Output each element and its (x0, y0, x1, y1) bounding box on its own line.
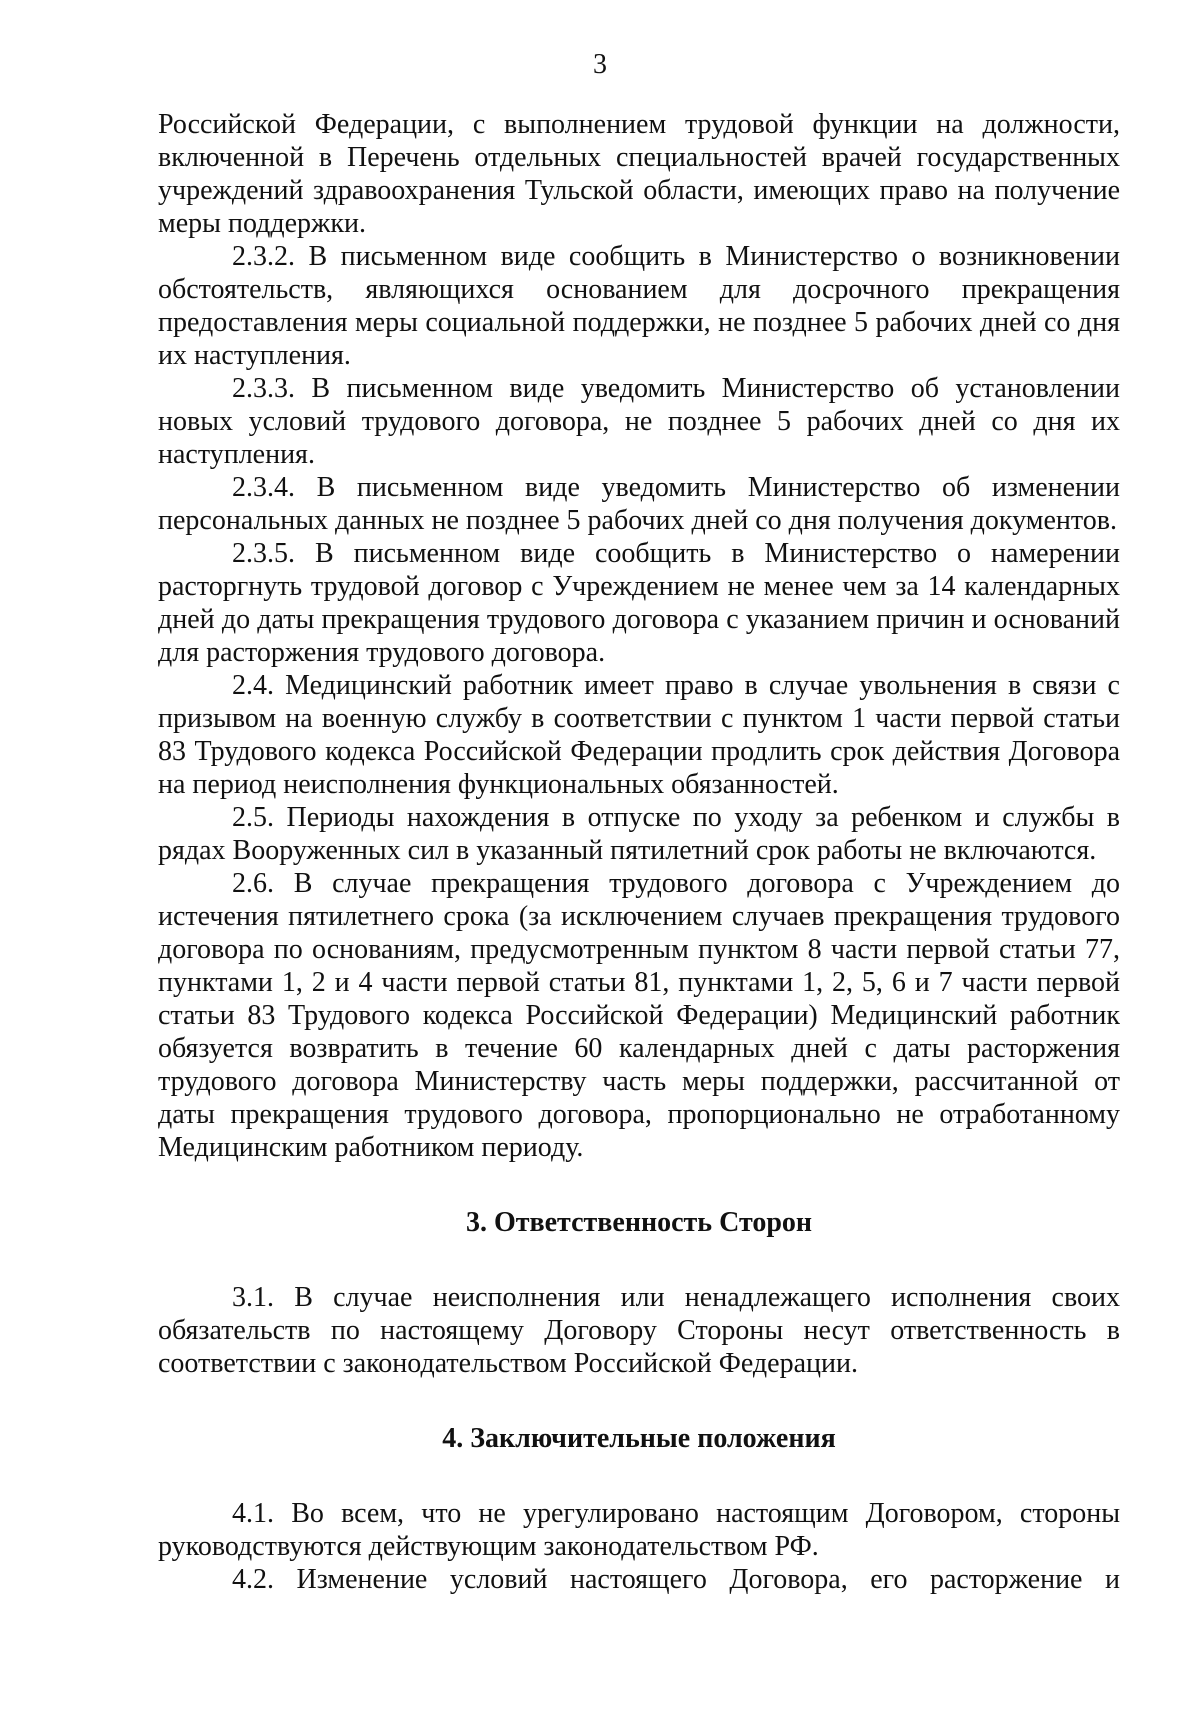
paragraph-continuation: Российской Федерации, с выполнением трудовой функции на должности, включенной в Перечень отдельных специальностей врачей государственных учреждений здравоохранения Тульской области, имеющих право на получение меры поддержки. (158, 109, 1120, 239)
paragraph-2-3-4: 2.3.4. В письменном виде уведомить Министерство об изменении персональных данных не позднее 5 рабочих дней со дня получения документов. (158, 472, 1120, 536)
paragraph-2-5: 2.5. Периоды нахождения в отпуске по уходу за ребенком и службы в рядах Вооруженных сил в указанный пятилетний срок работы не включаются. (158, 802, 1120, 866)
paragraph-2-3-3: 2.3.3. В письменном виде уведомить Министерство об установлении новых условий трудового договора, не позднее 5 рабочих дней со дня их наступления. (158, 373, 1120, 470)
paragraph-2-3-5: 2.3.5. В письменном виде сообщить в Министерство о намерении расторгнуть трудовой договор с Учреждением не менее чем за 14 календарных дней до даты прекращения трудового договора с указанием причин и оснований для расторжения трудового договора. (158, 538, 1120, 668)
paragraph-2-6: 2.6. В случае прекращения трудового договора с Учреждением до истечения пятилетнего срока (за исключением случаев прекращения трудового договора по основаниям, предусмотренным пунктом 8 части первой статьи 77, пунктами 1, 2 и 4 части первой статьи 81, пунктами 1, 2, 5, 6 и 7 части первой статьи 83 Трудового кодекса Российской Федерации) Медицинский работник обязуется возвратить в течение 60 календарных дней с даты расторжения трудового договора Министерству часть меры поддержки, рассчитанной от даты прекращения трудового договора, пропорционально не отработанному Медицинским работником периоду. (158, 868, 1120, 1163)
page-number: 3 (593, 49, 607, 80)
paragraph-2-4: 2.4. Медицинский работник имеет право в случае увольнения в связи с призывом на военную службу в соответствии с пунктом 1 части первой статьи 83 Трудового кодекса Российской Федерации продлить срок действия Договора на период неисполнения функциональных обязанностей. (158, 670, 1120, 800)
paragraph-3-1: 3.1. В случае неисполнения или ненадлежащего исполнения своих обязательств по настоящему Договору Стороны несут ответственность в соответствии с законодательством Российской Федерации. (158, 1282, 1120, 1379)
paragraph-4-1: 4.1. Во всем, что не урегулировано настоящим Договором, стороны руководствуются действующим законодательством РФ. (158, 1498, 1120, 1562)
section-3-heading: 3. Ответственность Сторон (465, 1207, 813, 1238)
paragraph-4-2: 4.2. Изменение условий настоящего Договора, его расторжение и (232, 1564, 1120, 1595)
section-4-heading: 4. Заключительные положения (442, 1423, 836, 1454)
document-body (158, 108, 1120, 1596)
paragraph-2-3-2: 2.3.2. В письменном виде сообщить в Министерство о возникновении обстоятельств, являющихся основанием для досрочного прекращения предоставления меры социальной поддержки, не позднее 5 рабочих дней со дня их наступления. (158, 241, 1120, 371)
